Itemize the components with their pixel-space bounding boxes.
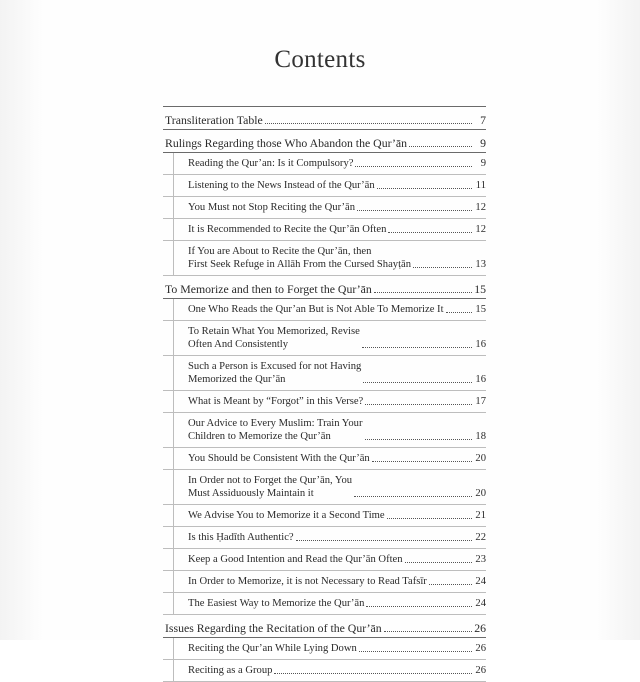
toc-section-entry <box>163 527 486 549</box>
toc-page-number: 12 <box>475 224 486 235</box>
toc-entry-title-line: Is this Ḥadīth Authentic? <box>188 532 294 543</box>
dot-leader <box>296 540 472 541</box>
dot-leader <box>388 232 472 233</box>
toc-entry-title-line: The Easiest Way to Memorize the Qur’ān <box>188 598 365 609</box>
dot-leader <box>274 673 472 674</box>
toc-entry-title-line: It is Recommended to Recite the Qur’ān Often <box>188 224 387 235</box>
toc-entry-title <box>188 157 353 170</box>
toc-section-entry <box>163 197 486 219</box>
toc-page-number: 22 <box>475 532 486 543</box>
toc-entry-title-line: We Advise You to Memorize it a Second Time <box>188 510 385 521</box>
toc-section-entry <box>163 448 486 470</box>
toc-entry-title-line: Listening to the News Instead of the Qur’ān <box>188 180 375 191</box>
dot-leader <box>365 439 472 440</box>
dot-leader <box>374 292 472 293</box>
toc-entry-title <box>188 201 355 214</box>
toc-page-number: 12 <box>475 202 486 213</box>
toc-entry-title-line: Such a Person is Excused for not Having <box>188 361 362 372</box>
toc-page-number: 17 <box>475 396 486 407</box>
toc-entry-title <box>165 621 382 635</box>
toc-section-entry <box>163 549 486 571</box>
toc-section-entry <box>163 470 486 505</box>
toc-section-entry <box>163 660 486 682</box>
toc-entry-title-line: Keep a Good Intention and Read the Qur’ān Often <box>188 554 403 565</box>
dot-leader <box>372 461 472 462</box>
toc-chapter-entry <box>163 276 486 299</box>
toc-entry-title <box>188 179 375 192</box>
dot-leader <box>359 651 472 652</box>
toc-entry-title <box>165 113 263 127</box>
toc-page-number: 9 <box>480 158 486 169</box>
toc-entry-title-line: First Seek Refuge in Allāh From the Cursed Shayṭān <box>188 259 412 270</box>
toc-entry-title <box>188 474 352 500</box>
toc-entry-title-line: Must Assiduously Maintain it <box>188 488 314 499</box>
toc-entry-title-line: To Retain What You Memorized, Revise <box>188 326 360 337</box>
toc-section-entry <box>163 219 486 241</box>
toc-entry-title-line: Rulings Regarding those Who Abandon the Qur’ān <box>165 136 408 150</box>
toc-entry-title-line: Reciting the Qur’an While Lying Down <box>188 643 357 654</box>
toc-entry-title <box>165 136 407 150</box>
dot-leader <box>366 606 472 607</box>
toc-chapter-entry <box>163 106 486 130</box>
toc-entry-title-line: In Order not to Forget the Qur’ān, You <box>188 475 353 486</box>
toc-section-entry <box>163 321 486 356</box>
toc-page-number: 7 <box>480 113 486 127</box>
dot-leader <box>446 312 472 313</box>
page-title: Contents <box>274 46 366 73</box>
toc-entry-title <box>188 531 294 544</box>
toc-entry-title <box>188 575 427 588</box>
toc-chapter-entry <box>163 615 486 638</box>
toc-entry-title-line: Memorized the Qur’ān <box>188 374 286 385</box>
toc-page-number: 18 <box>475 431 486 442</box>
toc-entry-title-line: One Who Reads the Qur’an But is Not Able To Memorize It <box>188 304 444 315</box>
toc-page-number: 26 <box>475 665 486 676</box>
toc-entry-title <box>188 395 363 408</box>
toc-entry-title <box>188 509 385 522</box>
toc-page-number: 20 <box>475 453 486 464</box>
toc-page-number: 26 <box>474 621 486 635</box>
dot-leader <box>405 562 472 563</box>
dot-leader <box>363 382 472 383</box>
toc-section-entry <box>163 638 486 660</box>
toc-section-entry <box>163 391 486 413</box>
toc-page-number: 26 <box>475 643 486 654</box>
toc-page-number: 24 <box>475 576 486 587</box>
toc-page-number: 13 <box>475 259 486 270</box>
toc-entry-title <box>188 245 411 271</box>
toc-entry-title-line: Issues Regarding the Recitation of the Qur’ān <box>165 621 382 635</box>
toc-entry-title <box>188 642 357 655</box>
toc-section-entry <box>163 593 486 615</box>
toc-section-entry <box>163 413 486 448</box>
table-of-contents <box>163 106 486 682</box>
dot-leader <box>357 210 472 211</box>
toc-entry-title-line: Transliteration Table <box>165 113 263 127</box>
toc-page-number: 23 <box>475 554 486 565</box>
toc-chapter-entry <box>163 130 486 153</box>
dot-leader <box>387 518 472 519</box>
toc-entry-title-line: In Order to Memorize, it is not Necessary to Read Tafsīr <box>188 576 427 587</box>
toc-entry-title <box>188 325 360 351</box>
toc-page-number: 15 <box>474 282 486 296</box>
toc-section-entry <box>163 241 486 276</box>
toc-entry-title-line: To Memorize and then to Forget the Qur’ān <box>165 282 372 296</box>
dot-leader <box>409 146 472 147</box>
dot-leader <box>355 166 472 167</box>
toc-section-entry <box>163 299 486 321</box>
dot-leader <box>362 347 472 348</box>
dot-leader <box>413 267 472 268</box>
dot-leader <box>384 631 472 632</box>
toc-entry-title <box>188 360 361 386</box>
toc-entry-title <box>188 417 363 443</box>
dot-leader <box>377 188 472 189</box>
toc-page-number: 16 <box>475 374 486 385</box>
toc-section-entry <box>163 175 486 197</box>
toc-entry-title <box>188 223 386 236</box>
toc-page-number: 21 <box>475 510 486 521</box>
toc-entry-title-line: Reciting as a Group <box>188 665 273 676</box>
toc-entry-title <box>188 452 370 465</box>
toc-section-entry <box>163 356 486 391</box>
toc-page-number: 24 <box>475 598 486 609</box>
toc-section-entry <box>163 505 486 527</box>
toc-entry-title-line: Often And Consistently <box>188 339 289 350</box>
toc-entry-title-line: Reading the Qur’an: Is it Compulsory? <box>188 158 354 169</box>
toc-page-number: 20 <box>475 488 486 499</box>
toc-entry-title-line: You Must not Stop Reciting the Qur’ān <box>188 202 356 213</box>
toc-entry-title <box>165 282 372 296</box>
toc-page-number: 11 <box>475 180 486 191</box>
toc-entry-title-line: You Should be Consistent With the Qur’ān <box>188 453 370 464</box>
toc-entry-title-line: Our Advice to Every Muslim: Train Your <box>188 418 363 429</box>
dot-leader <box>429 584 472 585</box>
toc-page-number: 9 <box>480 136 486 150</box>
toc-page-number: 16 <box>475 339 486 350</box>
toc-entry-title <box>188 303 444 316</box>
dot-leader <box>354 496 472 497</box>
dot-leader <box>265 123 472 124</box>
toc-section-entry <box>163 153 486 175</box>
toc-page-number: 15 <box>475 304 486 315</box>
toc-entry-title-line: Children to Memorize the Qur’ān <box>188 431 331 442</box>
toc-entry-title <box>188 664 272 677</box>
toc-entry-title-line: What is Meant by “Forgot” in this Verse? <box>188 396 364 407</box>
toc-entry-title <box>188 553 403 566</box>
dot-leader <box>365 404 472 405</box>
toc-section-entry <box>163 571 486 593</box>
toc-entry-title-line: If You are About to Recite the Qur’ān, then <box>188 246 372 257</box>
toc-entry-title <box>188 597 364 610</box>
